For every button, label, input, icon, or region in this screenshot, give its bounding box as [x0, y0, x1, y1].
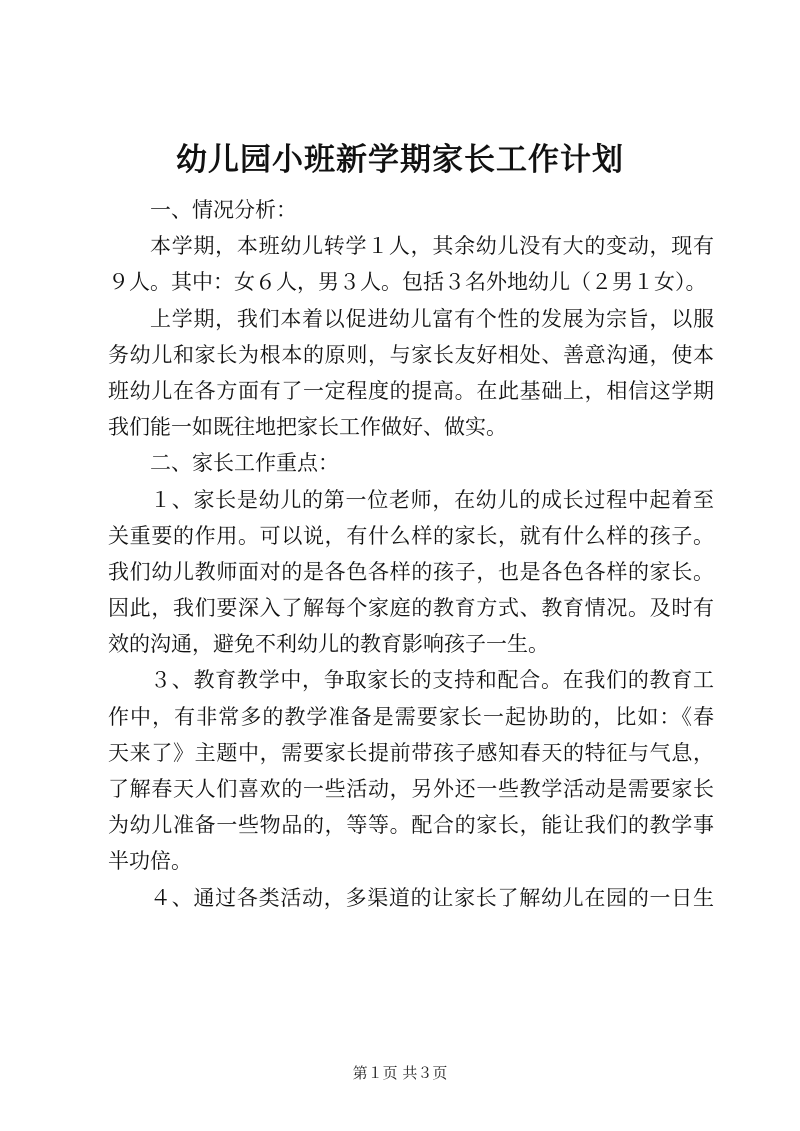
paragraph-line: 务幼儿和家长为根本的原则，与家长友好相处、善意沟通，使本 [108, 342, 714, 367]
paragraph-line: ４、通过各类活动，多渠道的让家长了解幼儿在园的一日生 [150, 885, 714, 910]
paragraph-line: 半功倍。 [108, 849, 192, 874]
section-heading-2: 二、家长工作重点： [150, 451, 339, 476]
paragraph-line: 班幼儿在各方面有了一定程度的提高。在此基础上，相信这学期 [108, 378, 714, 403]
document-title: 幼儿园小班新学期家长工作计划 [176, 142, 624, 178]
paragraph-line: 作中，有非常多的教学准备是需要家长一起协助的，比如：《春 [108, 704, 714, 729]
paragraph-line: 效的沟通，避免不利幼儿的教育影响孩子一生。 [108, 632, 549, 657]
paragraph-line: 天来了》主题中，需要家长提前带孩子感知春天的特征与气息， [108, 740, 714, 765]
paragraph-line: 了解春天人们喜欢的一些活动，另外还一些教学活动是需要家长 [108, 777, 714, 801]
paragraph-line: 我们能一如既往地把家长工作做好、做实。 [108, 415, 507, 440]
paragraph-line: ９人。其中：女６人，男３人。包括３名外地幼儿（２男１女）。 [108, 270, 707, 295]
section-heading-1: 一、情况分析： [150, 198, 297, 222]
paragraph-line: 关重要的作用。可以说，有什么样的家长，就有什么样的孩子。 [108, 523, 714, 548]
paragraph-line: 上学期，我们本着以促进幼儿富有个性的发展为宗旨，以服 [150, 306, 714, 331]
paragraph-line: ３、教育教学中，争取家长的支持和配合。在我们的教育工 [150, 668, 714, 693]
paragraph-line: １、家长是幼儿的第一位老师，在幼儿的成长过程中起着至 [150, 487, 714, 512]
paragraph-line: 我们幼儿教师面对的是各色各样的孩子，也是各色各样的家长。 [108, 559, 714, 584]
paragraph-line: 本学期，本班幼儿转学１人，其余幼儿没有大的变动，现有 [150, 234, 714, 259]
paragraph-line: 因此，我们要深入了解每个家庭的教育方式、教育情况。及时有 [108, 596, 714, 621]
document-body [108, 192, 714, 916]
paragraph-line: 为幼儿准备一些物品的，等等。配合的家长，能让我们的教学事 [108, 813, 714, 838]
page-footer: 第１页 共３页 [352, 1064, 448, 1082]
